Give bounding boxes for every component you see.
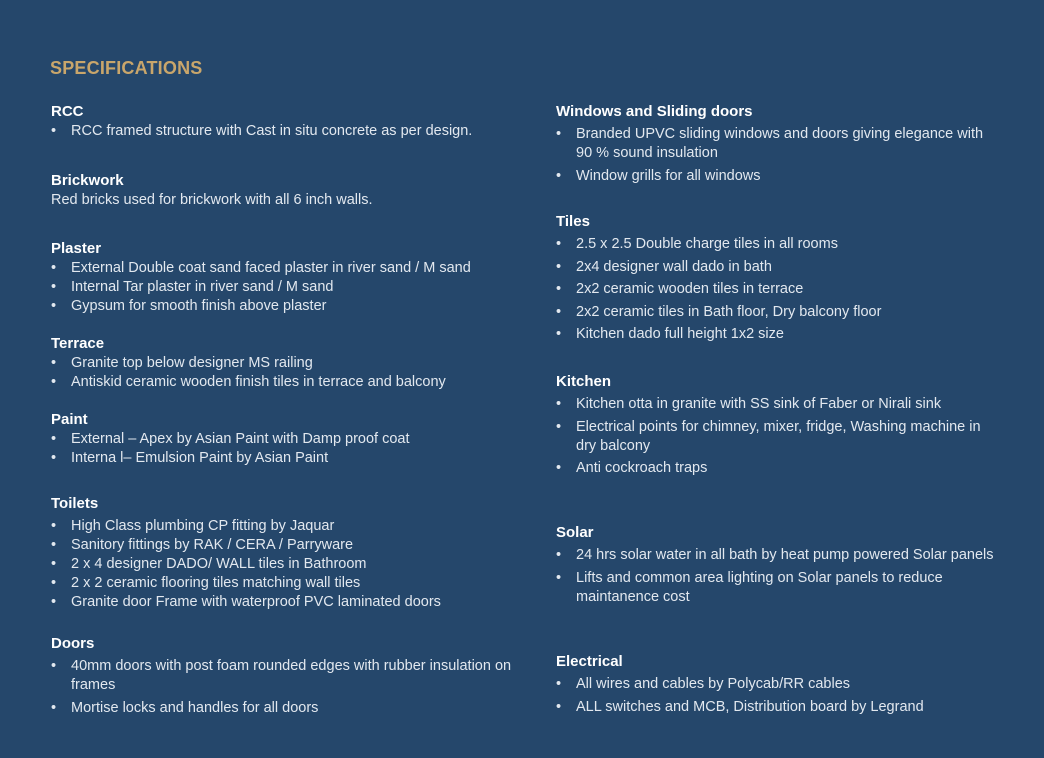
spec-section-kitchen (556, 372, 996, 482)
list-item: • 2x2 ceramic wooden tiles in terrace (556, 280, 996, 299)
section-heading-windows: Windows and Sliding doors (556, 103, 753, 120)
list-item: • Sanitory fittings by RAK / CERA / Parryware (51, 536, 531, 555)
spec-section-toilets (51, 494, 531, 612)
list-item: • Kitchen dado full height 1x2 size (556, 325, 996, 344)
electrical-list (556, 675, 996, 717)
doors-list (51, 657, 531, 718)
plaster-list (51, 259, 531, 316)
spec-section-windows (556, 102, 996, 189)
spec-section-plaster (51, 239, 531, 316)
spec-section-terrace (51, 334, 531, 392)
section-heading-solar: Solar (556, 524, 594, 541)
list-item: • Lifts and common area lighting on Solar panels to reduce maintanence cost (556, 569, 996, 607)
spec-section-brickwork (51, 171, 531, 210)
list-item: • Anti cockroach traps (556, 459, 996, 478)
list-item: • Antiskid ceramic wooden finish tiles in terrace and balcony (51, 373, 531, 392)
list-item: • ALL switches and MCB, Distribution board by Legrand (556, 698, 996, 717)
windows-list (556, 125, 996, 186)
list-item: • Mortise locks and handles for all doors (51, 699, 531, 718)
list-item: • 2.5 x 2.5 Double charge tiles in all rooms (556, 235, 996, 254)
spec-section-rcc (51, 102, 531, 141)
spec-section-electrical (556, 652, 996, 720)
list-item: • Electrical points for chimney, mixer, fridge, Washing machine in dry balcony (556, 418, 996, 456)
paint-list (51, 430, 531, 468)
list-item: • Kitchen otta in granite with SS sink of Faber or Nirali sink (556, 395, 996, 414)
section-heading-toilets: Toilets (51, 495, 99, 512)
solar-list (556, 546, 996, 607)
list-item: • High Class plumbing CP fitting by Jaquar (51, 517, 531, 536)
list-item: • All wires and cables by Polycab/RR cables (556, 675, 996, 694)
list-item: • External – Apex by Asian Paint with Damp proof coat (51, 430, 531, 449)
spec-section-paint (51, 410, 531, 468)
list-item: • 2 x 4 designer DADO/ WALL tiles in Bathroom (51, 555, 531, 574)
spec-section-doors (51, 634, 531, 721)
toilets-list (51, 517, 531, 612)
page-title: SPECIFICATIONS (50, 58, 203, 78)
brickwork-text: Red bricks used for brickwork with all 6 inch walls. (51, 192, 373, 208)
list-item: • Gypsum for smooth finish above plaster (51, 297, 531, 316)
section-heading-doors: Doors (51, 635, 95, 652)
section-heading-plaster: Plaster (51, 240, 102, 257)
spec-section-solar (556, 523, 996, 610)
tiles-list (556, 235, 996, 344)
spec-section-tiles (556, 212, 996, 348)
section-heading-terrace: Terrace (51, 335, 105, 352)
section-heading-rcc: RCC (51, 103, 84, 120)
list-item: • 2 x 2 ceramic flooring tiles matching wall tiles (51, 574, 531, 593)
rcc-list (51, 122, 531, 141)
section-heading-electrical: Electrical (556, 653, 623, 670)
list-item: • 2x2 ceramic tiles in Bath floor, Dry balcony floor (556, 303, 996, 322)
list-item: • Granite door Frame with waterproof PVC laminated doors (51, 593, 531, 612)
list-item: • Internal Tar plaster in river sand / M sand (51, 278, 531, 297)
list-item: • 2x4 designer wall dado in bath (556, 258, 996, 277)
section-heading-brickwork: Brickwork (51, 172, 124, 189)
list-item: • Granite top below designer MS railing (51, 354, 531, 373)
list-item: • RCC framed structure with Cast in situ concrete as per design. (51, 122, 531, 141)
section-heading-kitchen: Kitchen (556, 373, 612, 390)
list-item: • 40mm doors with post foam rounded edges with rubber insulation on frames (51, 657, 531, 695)
list-item: • Interna l– Emulsion Paint by Asian Paint (51, 449, 531, 468)
section-heading-tiles: Tiles (556, 213, 590, 230)
terrace-list (51, 354, 531, 392)
list-item: • 24 hrs solar water in all bath by heat pump powered Solar panels (556, 546, 996, 565)
list-item: • External Double coat sand faced plaster in river sand / M sand (51, 259, 531, 278)
kitchen-list (556, 395, 996, 478)
list-item: • Branded UPVC sliding windows and doors giving elegance with 90 % sound insulation (556, 125, 996, 163)
list-item: • Window grills for all windows (556, 167, 996, 186)
section-heading-paint: Paint (51, 411, 88, 428)
